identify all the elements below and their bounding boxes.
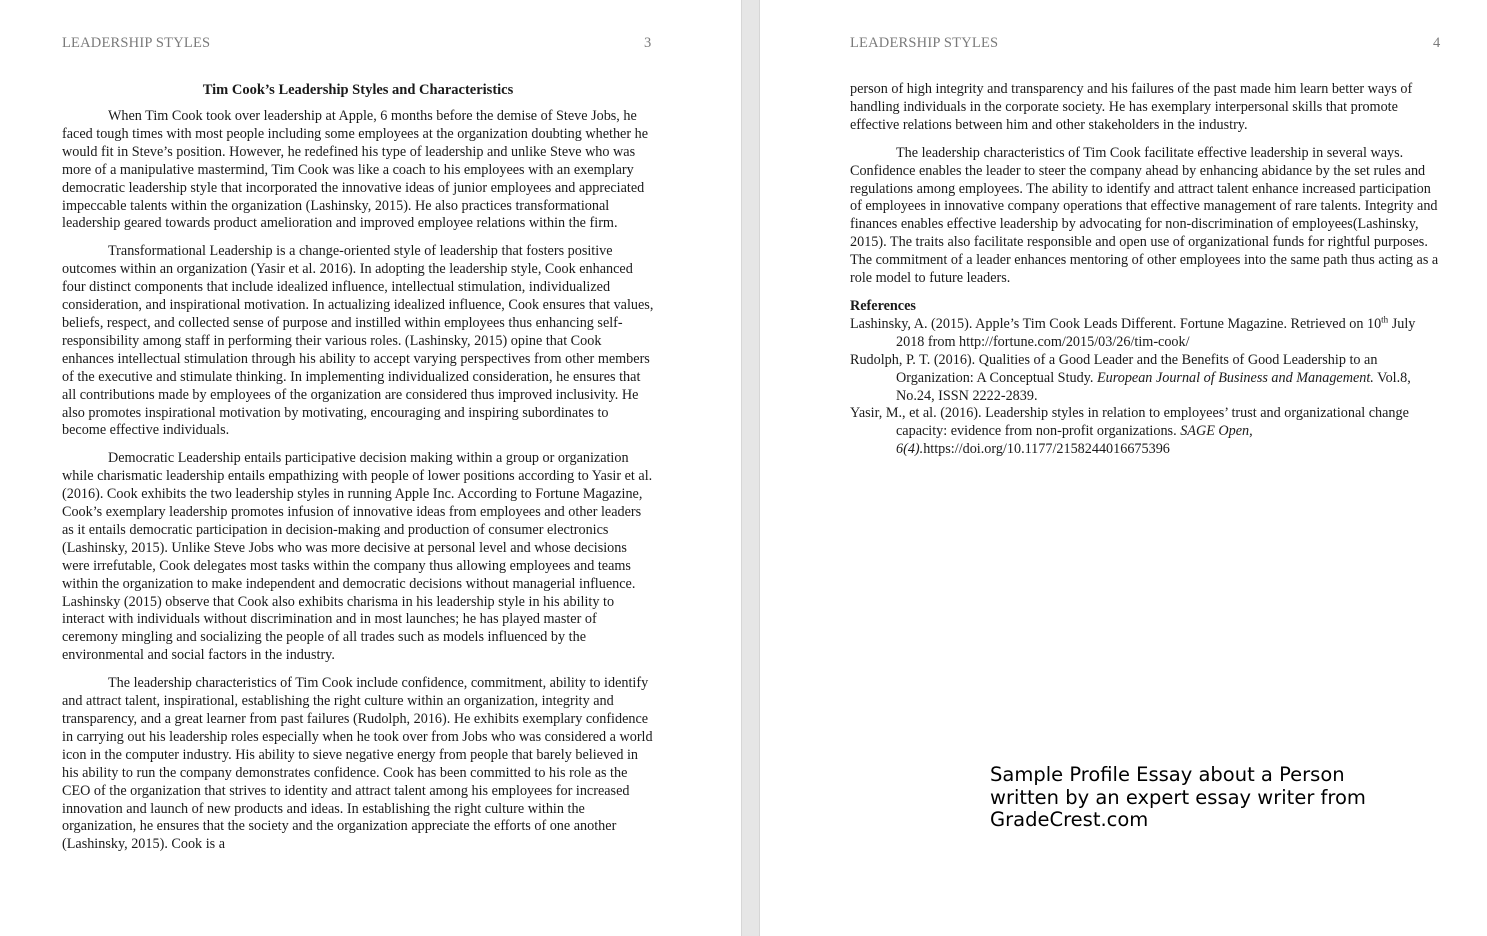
paragraph: When Tim Cook took over leadership at Apple, 6 months before the demise of Steve Jobs, he faced tough times with most people including some employees at the organization doubting whether he would fit in Steve’s position. However, he redefined his type of leadership and unlike Steve who was more of a manipulative mastermind, Tim Cook was like a coach to his employees with an exemplary democratic leadership style that incorporated the innovative ideas of junior employees and appreciated impeccable talents within the organization (Lashinsky, 2015). He also practices transformational leadership geared towards product amelioration and improved employee relations within the firm. [62, 108, 649, 232]
page-body [850, 81, 1440, 459]
page-3 [0, 0, 741, 936]
paragraph: person of high integrity and transparency and his failures of the past made him learn better ways of handling individuals in the corporate society. He has exemplary interpersonal skills that promote effective relations between him and other stakeholders in the industry. [850, 81, 1413, 133]
running-head: LEADERSHIP STYLES [62, 35, 211, 51]
page-body [62, 80, 654, 864]
running-head: LEADERSHIP STYLES [850, 35, 999, 51]
reference-entry: Yasir, M., et al. (2016). Leadership styles in relation to employees’ trust and organizational change capacity: evidence from non-profit organizations. SAGE Open, 6(4).https://doi.org/10.1177/2158244016675396 [850, 405, 1409, 458]
references-heading: References [850, 297, 916, 314]
sample-essay-caption: Sample Profile Essay about a Person written by an expert essay writer from GradeCrest.com [990, 763, 1366, 831]
reference-entry: Lashinsky, A. (2015). Apple’s Tim Cook Leads Different. Fortune Magazine. Retrieved on 10th July 2018 from http://fortune.com/2015/03/26/tim-cook/ [850, 314, 1416, 350]
essay-title: Tim Cook’s Leadership Styles and Characteristics [202, 82, 514, 98]
paragraph: Transformational Leadership is a change-oriented style of leadership that fosters positive outcomes within an organization (Yasir et al. 2016). In adopting the leadership style, Cook enhanced four distinct components that include idealized influence, intellectual stimulation, individualized consideration, and inspirational motivation. In actualizing idealized influence, Cook ensures that values, beliefs, respect, and collected sense of purpose and instilled within employees thus enhancing self-responsibility among staff in performing their various roles. (Lashinsky, 2015) opine that Cook enhances intellectual stimulation through his ability to accept varying perspectives from other members of the executive and stimulate thinking. In implementing individualized consideration, he ensures that all contributions made by employees of the organization are considered thus improved inclusivity. He also promotes inspirational motivation by motivating, encouraging and inspiring subordinates to become effective individuals. [62, 243, 654, 439]
page-number: 3 [644, 35, 652, 51]
page-number: 4 [1433, 35, 1441, 51]
paragraph: Democratic Leadership entails participative decision making within a group or organization while charismatic leadership entails empathizing with people of lower positions according to Yasir et al. (2016). Cook exhibits the two leadership styles in running Apple Inc. According to Fortune Magazine, Cook’s exemplary leadership promotes infusion of innovative ideas from employees and other leaders as it entails democratic participation in decision-making and production of consumer electronics (Lashinsky, 2015). Unlike Steve Jobs who was more decisive at personal level and whose decisions were irrefutable, Cook delegates most tasks within the company thus allowing employees and teams within the organization to make independent and democratic decisions without managerial influence. Lashinsky (2015) observe that Cook also exhibits charisma in his leadership style in his ability to interact with individuals without discrimination and in most launches; he has played master of ceremony mingling and socializing the people of all trades such as models influenced by the environmental and social factors in the industry. [62, 450, 653, 664]
reference-entry: Rudolph, P. T. (2016). Qualities of a Good Leader and the Benefits of Good Leadership to an Organization: A Conceptual Study. European Journal of Business and Management. Vol.8, No.24, ISSN 2222-2839. [850, 351, 1411, 404]
paragraph: The leadership characteristics of Tim Cook include confidence, commitment, ability to identify and attract talent, inspirational, establishing the right culture within an organization, integrity and transparency, and a great learner from past failures (Rudolph, 2016). He exhibits exemplary confidence in carrying out his leadership roles especially when he took over from Jobs who was considered a world icon in the computer industry. His ability to sieve negative energy from people that barely believed in his ability to run the company demonstrates confidence. Cook has been committed to his role as the CEO of the organization that strives to identity and attract talent among his employees for increased innovation and launch of new products and ideas. In establishing the right culture within the organization, he ensures that the society and the organization appreciate the efforts of one another (Lashinsky, 2015). Cook is a [62, 675, 653, 853]
page-gutter [741, 0, 760, 936]
paragraph: The leadership characteristics of Tim Cook facilitate effective leadership in several ways. Confidence enables the leader to steer the company ahead by enhancing abidance by the set rules and regulations among employees. The ability to identify and attract talent enhance increased participation of employees in innovative company operations that effective management of rare talents. Integrity and finances enables effective leadership by advocating for non-discrimination of employees(Lashinsky, 2015). The traits also facilitate responsible and open use of organizational funds for rightful purposes. The commitment of a leader enhances mentoring of other employees into the same path thus acting as a role model to future leaders. [850, 144, 1439, 287]
